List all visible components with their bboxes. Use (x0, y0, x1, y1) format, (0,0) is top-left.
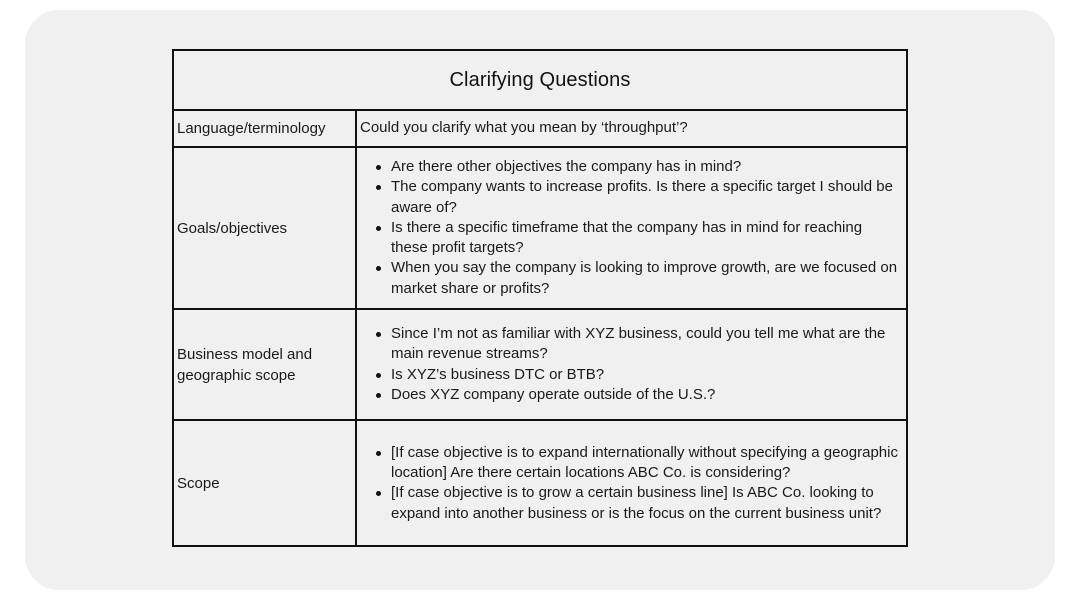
category-label: Language/terminology (173, 110, 356, 147)
table-row-goals-objectives (173, 147, 907, 309)
category-label: Scope (173, 420, 356, 546)
question-item: Are there other objectives the company has in mind? (391, 157, 898, 177)
questions-cell (356, 309, 907, 420)
question-item: When you say the company is looking to improve growth, are we focused on market share or profits? (391, 258, 898, 299)
question-item: [If case objective is to grow a certain business line] Is ABC Co. looking to expand into another business or is the focus on the current business unit? (391, 483, 898, 524)
question-item: Is there a specific timeframe that the company has in mind for reaching these profit targets? (391, 218, 898, 259)
question-item: Does XYZ company operate outside of the U.S.? (391, 385, 898, 405)
question-list (357, 431, 906, 536)
table-title: Clarifying Questions (173, 50, 907, 110)
category-label: Goals/objectives (173, 147, 356, 309)
question-item: Is XYZ’s business DTC or BTB? (391, 365, 898, 385)
question-item: [If case objective is to expand internationally without specifying a geographic location] Are there certain locations ABC Co. is considering? (391, 443, 898, 484)
question-list (357, 310, 906, 419)
table-row-language-terminology (173, 110, 907, 147)
question-list (357, 148, 906, 308)
table-header-row (173, 50, 907, 110)
clarifying-questions-table (172, 49, 908, 547)
question-item: Since I’m not as familiar with XYZ business, could you tell me what are the main revenue streams? (391, 324, 898, 365)
table-row-business-model (173, 309, 907, 420)
question-text: Could you clarify what you mean by ‘throughput’? (356, 110, 907, 147)
table-row-scope (173, 420, 907, 546)
question-item: The company wants to increase profits. Is there a specific target I should be aware of? (391, 177, 898, 218)
questions-cell (356, 420, 907, 546)
questions-cell (356, 147, 907, 309)
category-label: Business model and geographic scope (173, 309, 356, 420)
